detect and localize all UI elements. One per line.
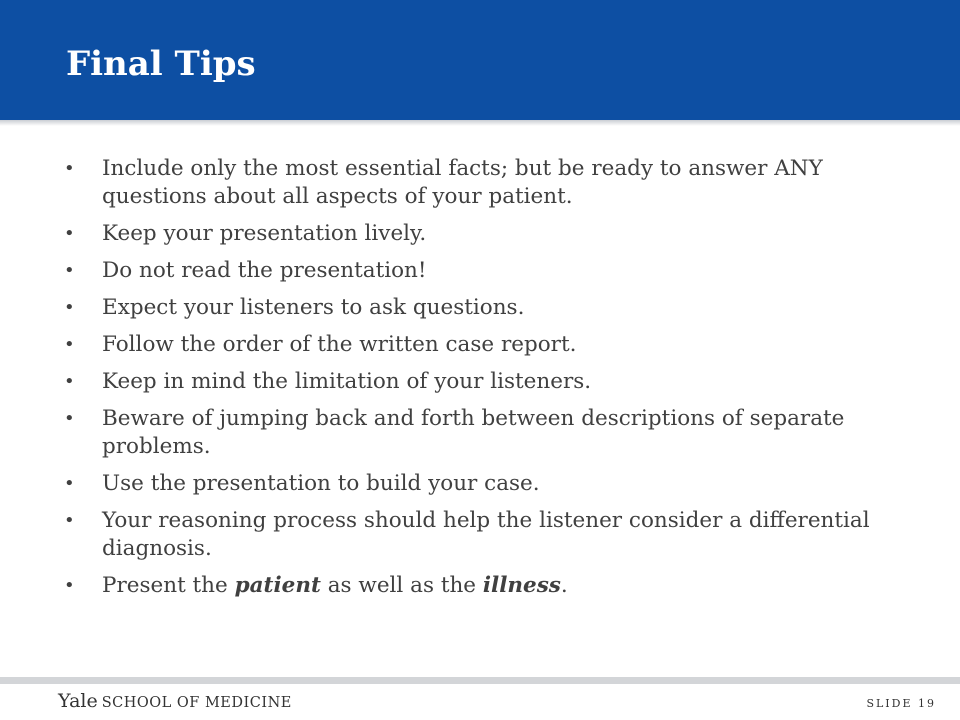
bullet-icon: • xyxy=(64,575,75,596)
bullet-text: Keep in mind the limitation of your listeners. xyxy=(102,369,592,394)
bullet-text: Expect your listeners to ask questions. xyxy=(102,295,525,320)
bullet-icon: • xyxy=(64,510,75,531)
slide-number: SLIDE 19 xyxy=(866,697,936,710)
bullet-emphasis-patient: patient xyxy=(234,573,321,598)
bullet-icon: • xyxy=(64,297,75,318)
header-shadow xyxy=(0,120,960,126)
yale-school-of-medicine-logo xyxy=(58,690,292,712)
bullet-text: Keep your presentation lively. xyxy=(102,221,427,246)
bullet-emphasis-illness: illness xyxy=(482,573,561,598)
header-bar xyxy=(0,0,960,120)
bullet-text: Include only the most essential facts; but be ready to answer ANY questions about all aspects of your patient. xyxy=(102,156,823,209)
bullet-item xyxy=(62,572,912,600)
bullet-icon: • xyxy=(64,334,75,355)
bullet-text: Beware of jumping back and forth between descriptions of separate problems. xyxy=(102,406,845,459)
bullet-item xyxy=(62,257,912,285)
bullet-icon: • xyxy=(64,158,75,179)
bullet-item xyxy=(62,470,912,498)
bullet-item xyxy=(62,507,912,563)
bullet-item xyxy=(62,155,912,211)
bullet-item xyxy=(62,220,912,248)
bullet-item xyxy=(62,294,912,322)
bullet-icon: • xyxy=(64,371,75,392)
bullet-text: Follow the order of the written case report. xyxy=(102,332,577,357)
brand-school-name: SCHOOL OF MEDICINE xyxy=(101,695,292,711)
bullet-text: Use the presentation to build your case. xyxy=(102,471,540,496)
bullet-icon: • xyxy=(64,408,75,429)
bullet-item xyxy=(62,405,912,461)
bullet-list xyxy=(62,155,912,609)
bullet-text: Your reasoning process should help the listener consider a differential diagnosis. xyxy=(102,508,870,561)
bullet-icon: • xyxy=(64,260,75,281)
bullet-text-middle: as well as the xyxy=(320,573,483,598)
slide-title: Final Tips xyxy=(66,44,256,84)
bullet-text-suffix: . xyxy=(560,573,568,598)
footer-divider xyxy=(0,677,960,684)
bullet-icon: • xyxy=(64,223,75,244)
brand-yale-wordmark: Yale xyxy=(58,690,98,712)
bullet-icon: • xyxy=(64,473,75,494)
bullet-text: Do not read the presentation! xyxy=(102,258,427,283)
bullet-text-prefix: Present the xyxy=(102,573,235,598)
bullet-item xyxy=(62,331,912,359)
bullet-item xyxy=(62,368,912,396)
